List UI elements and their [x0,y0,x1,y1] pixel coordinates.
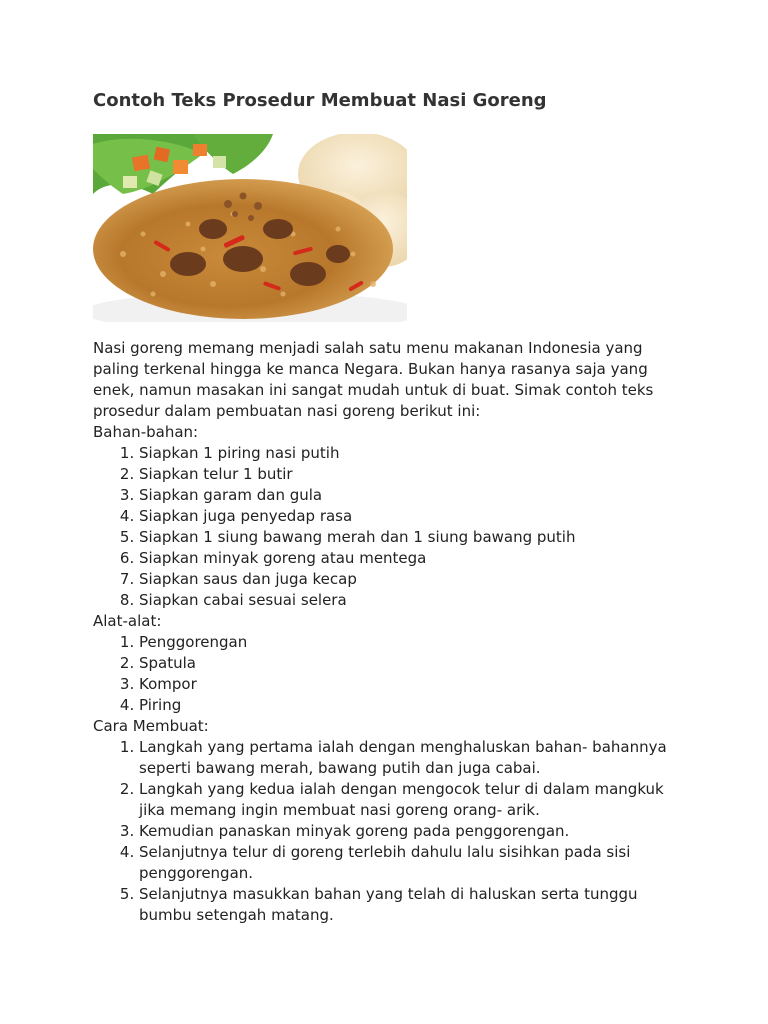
steps-heading: Cara Membuat: [93,717,209,735]
list-item: 6. Siapkan minyak goreng atau mentega [139,548,693,569]
list-item: 1. Penggorengan [139,632,693,653]
intro-paragraph: Nasi goreng memang menjadi salah satu menu makanan Indonesia yang paling terkenal hingga ke manca Negara. Bukan hanya rasanya saja yang enek, namun masakan ini sangat mudah untuk di buat. Simak contoh teks prosedur dalam pembuatan nasi goreng berikut ini: [93,339,654,420]
steps-list [93,737,693,926]
tools-list [93,632,693,716]
document-body [93,338,693,926]
list-item: 2. Langkah yang kedua ialah dengan mengocok telur di dalam mangkuk jika memang ingin membuat nasi goreng orang- arik. [139,779,693,821]
list-item: 4. Siapkan juga penyedap rasa [139,506,693,527]
fried-rice-photo [93,134,407,322]
list-item: 3. Siapkan garam dan gula [139,485,693,506]
tools-heading: Alat-alat: [93,612,162,630]
ingredients-list [93,443,693,611]
ingredients-heading: Bahan-bahan: [93,423,199,441]
list-item: 3. Kemudian panaskan minyak goreng pada penggorengan. [139,821,693,842]
list-item: 4. Piring [139,695,693,716]
document-title: Contoh Teks Prosedur Membuat Nasi Goreng [93,90,547,111]
list-item: 1. Siapkan 1 piring nasi putih [139,443,693,464]
list-item: 7. Siapkan saus dan juga kecap [139,569,693,590]
list-item: 3. Kompor [139,674,693,695]
list-item: 1. Langkah yang pertama ialah dengan menghaluskan bahan- bahannya seperti bawang merah, bawang putih dan juga cabai. [139,737,693,779]
list-item: 5. Selanjutnya masukkan bahan yang telah di haluskan serta tunggu bumbu setengah matang. [139,884,693,926]
list-item: 4. Selanjutnya telur di goreng terlebih dahulu lalu sisihkan pada sisi penggorengan. [139,842,693,884]
list-item: 5. Siapkan 1 siung bawang merah dan 1 siung bawang putih [139,527,693,548]
list-item: 8. Siapkan cabai sesuai selera [139,590,693,611]
list-item: 2. Spatula [139,653,693,674]
document-page [93,88,693,926]
list-item: 2. Siapkan telur 1 butir [139,464,693,485]
